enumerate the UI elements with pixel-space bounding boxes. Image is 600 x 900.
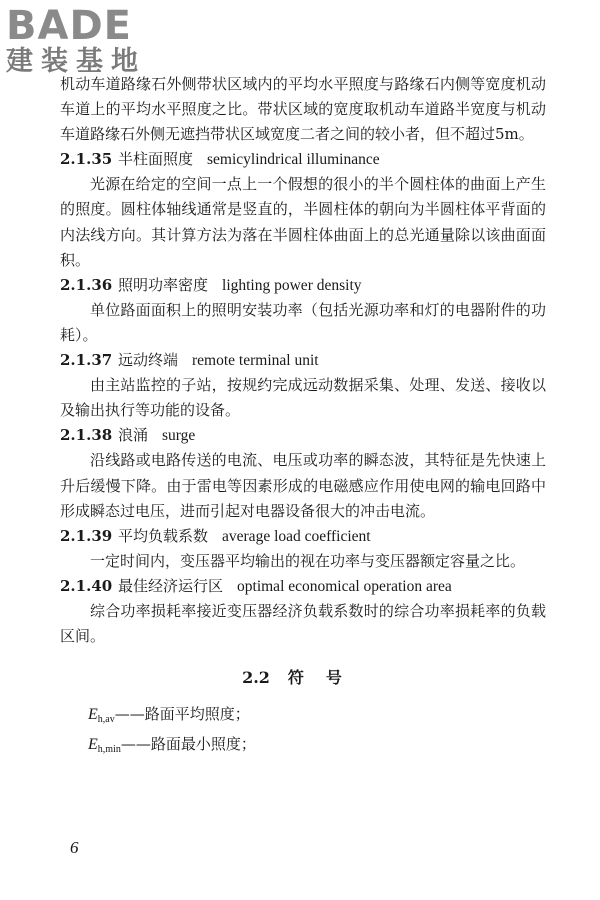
term-heading: [60, 423, 546, 448]
symbol-item: [88, 702, 546, 732]
term-number: 2.1.38: [60, 426, 113, 445]
term-heading: [60, 147, 546, 172]
term-chinese: 浪涌: [118, 426, 149, 445]
symbol-description: ——路面最小照度；: [120, 735, 256, 754]
term-definition: 由主站监控的子站，按规约完成远动数据采集、处理、发送、接收以及输出执行等功能的设备。: [60, 376, 546, 420]
term-chinese: 平均负载系数: [118, 526, 209, 545]
term-english: remote terminal unit: [192, 352, 319, 370]
term-number: 2.1.35: [60, 150, 113, 169]
term-heading: [60, 524, 546, 549]
publisher-logo: [6, 4, 146, 78]
term-definition: 一定时间内，变压器平均输出的视在功率与变压器额定容量之比。: [90, 551, 526, 570]
symbol-item: [88, 732, 546, 762]
term-chinese: 远动终端: [118, 351, 179, 370]
logo-subtitle: 建装基地: [6, 46, 146, 77]
page-number: 6: [70, 838, 79, 857]
term-definition: 光源在给定的空间一点上一个假想的很小的半个圆柱体的曲面上产生的照度。圆柱体轴线通常是竖直的，半圆柱体的朝向为半圆柱体平背面的内法线方向。其计算方法为落在半圆柱体曲面上的总光通量除以该曲面面积。: [60, 175, 546, 269]
term-definition: 综合功率损耗率接近变压器经济负载系数时的综合功率损耗率的负载区间。: [60, 601, 546, 646]
term-english: surge: [162, 427, 196, 445]
term-english: semicylindrical illuminance: [207, 151, 380, 169]
term-chinese: 最佳经济运行区: [118, 576, 224, 595]
symbol-description: ——路面平均照度；: [114, 705, 250, 724]
term-chinese: 照明功率密度: [118, 275, 209, 294]
symbol-list: [88, 702, 546, 762]
definition-list: [60, 147, 546, 649]
intro-paragraph: 机动车道路缘石外侧带状区域内的平均水平照度与路缘石内侧等宽度机动车道上的平均水平照度之比。带状区域的宽度取机动车道路半宽度与机动车道路缘石外侧无遮挡带状区域宽度二者之间的较小者，但不超过5m。: [60, 75, 546, 144]
term-heading: [60, 348, 546, 373]
term-number: 2.1.36: [60, 275, 113, 294]
term-definition: 单位路面面积上的照明安装功率（包括光源功率和灯的电器附件的功耗）。: [60, 300, 546, 344]
term-english: lighting power density: [222, 276, 362, 294]
symbol-letter: E: [88, 706, 98, 724]
term-definition: 沿线路或电路传送的电流、电压或功率的瞬态波，其特征是先快速上升后缓慢下降。由于雷电等因素形成的电磁感应作用使电网的输电回路中形成瞬态过电压，进而引起对电器设备很大的冲击电流。: [60, 451, 546, 520]
term-chinese: 半柱面照度: [118, 150, 194, 169]
term-heading: [60, 273, 546, 298]
term-heading: [60, 574, 546, 599]
section-number: 2.2: [242, 668, 270, 688]
section-heading: [60, 665, 546, 690]
section-title: 符号: [287, 668, 364, 688]
term-number: 2.1.39: [60, 526, 113, 545]
term-number: 2.1.37: [60, 351, 113, 370]
term-english: average load coefficient: [222, 527, 371, 545]
page-body: [60, 72, 546, 762]
logo-text: BADE: [6, 3, 132, 49]
term-english: optimal economical operation area: [237, 577, 452, 595]
symbol-subscript: h,min: [97, 744, 121, 756]
symbol-subscript: h,av: [97, 714, 115, 726]
term-number: 2.1.40: [60, 576, 113, 595]
symbol-letter: E: [88, 736, 98, 754]
